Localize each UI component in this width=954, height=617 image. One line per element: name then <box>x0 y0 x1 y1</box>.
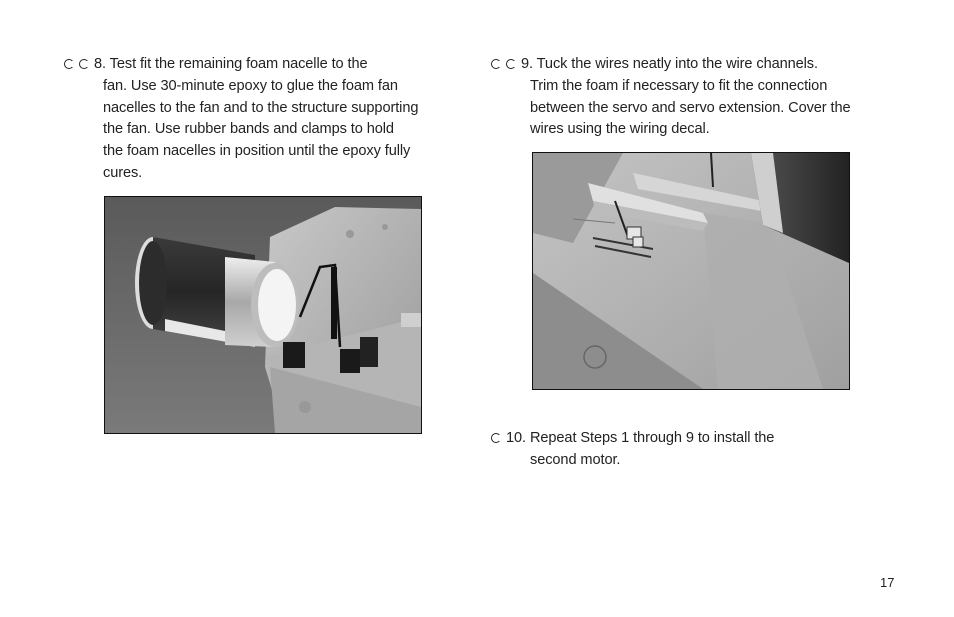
checkbox-icon[interactable] <box>79 59 89 69</box>
step-8-checkboxes[interactable] <box>64 54 94 76</box>
step-9-line-3: between the servo and servo extension. Cover the <box>530 99 851 116</box>
checkbox-icon[interactable] <box>506 59 516 69</box>
step-8-line-6: cures. <box>103 164 143 181</box>
nacelle-fitting-photo <box>104 196 422 434</box>
checkbox-icon[interactable] <box>64 59 74 69</box>
step-8-line-2: fan. Use 30-minute epoxy to glue the foam fan <box>103 77 398 94</box>
step-10-line-2: second motor. <box>530 451 621 468</box>
step-9-line-2: Trim the foam if necessary to fit the connection <box>530 77 828 94</box>
step-8-line-1: 8. Test fit the remaining foam nacelle to the <box>94 56 368 72</box>
step-9-line-4: wires using the wiring decal. <box>530 121 710 138</box>
step-10-text <box>491 428 774 472</box>
step-8-text <box>64 54 418 185</box>
wire-photo-illustration <box>533 153 849 389</box>
wire-channel-photo <box>532 152 850 390</box>
checkbox-icon[interactable] <box>491 433 501 443</box>
step-8-line-5: the foam nacelles in position until the epoxy fully <box>103 143 411 160</box>
step-9-checkboxes[interactable] <box>491 54 521 76</box>
step-10-checkboxes[interactable] <box>491 428 506 450</box>
checkbox-icon[interactable] <box>491 59 501 69</box>
step-9-text <box>491 54 851 141</box>
nacelle-photo-illustration <box>105 197 421 433</box>
page-number: 17 <box>880 575 895 590</box>
step-10-line-1: 10. Repeat Steps 1 through 9 to install the <box>506 430 775 446</box>
step-9-line-1: 9. Tuck the wires neatly into the wire channels. <box>521 56 818 72</box>
step-8-line-4: the fan. Use rubber bands and clamps to hold <box>103 121 394 138</box>
step-8-line-3: nacelles to the fan and to the structure supporting <box>103 99 419 116</box>
